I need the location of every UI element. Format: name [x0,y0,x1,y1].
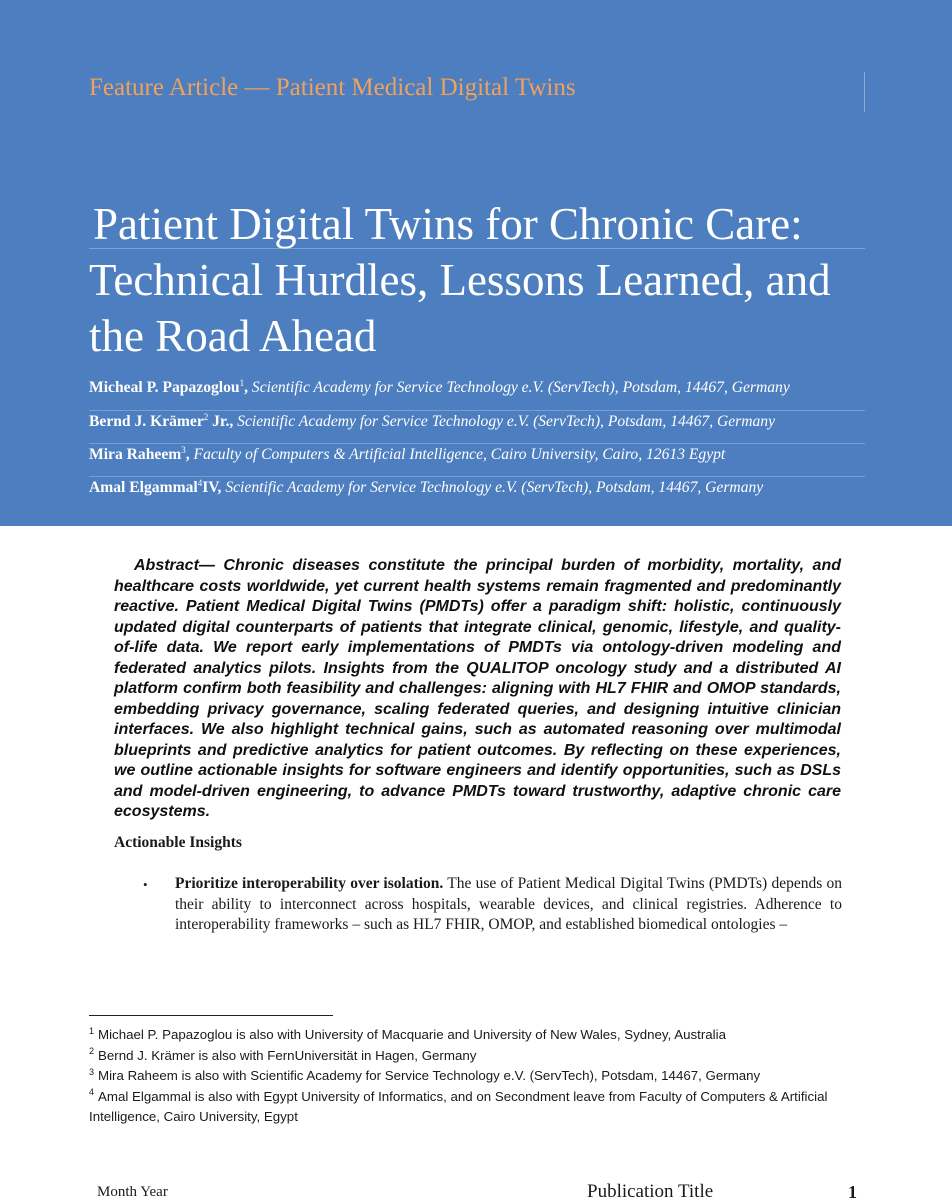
page-number: 1 [848,1182,857,1202]
feature-label: Feature Article — Patient Medical Digital Twins [89,74,576,101]
author-name: Bernd J. Krämer [89,413,204,430]
abstract [114,556,841,823]
banner-divider [864,72,865,112]
footnote-number: 2 [89,1046,95,1057]
footnote-text: Mira Raheem is also with Scientific Academy for Service Technology e.V. (ServTech), Potsdam, 14467, Germany [98,1068,761,1083]
author-suffix: IV, [202,479,222,496]
author-footnote-mark: 3 [181,444,186,455]
author-line [89,379,790,397]
footnote-number: 1 [89,1025,95,1036]
bullet-icon: • [143,877,148,892]
author-suffix: , [244,379,248,396]
footnote-text: Michael P. Papazoglou is also with University of Macquarie and University of New Wales, Sydney, Australia [98,1027,726,1042]
footnote-text: Amal Elgammal is also with Egypt University of Informatics, and on Secondment leave from Faculty of Computers & Artificial Intelligence, Cairo University, Egypt [89,1088,828,1124]
author-name: Micheal P. Papazoglou [89,379,240,396]
author-divider [89,476,865,477]
insight-item [175,874,842,936]
author-affiliation: Scientific Academy for Service Technology e.V. (ServTech), Potsdam, 14467, Germany [251,379,790,396]
author-footnote-mark: 2 [203,411,209,422]
title-line: the Road Ahead [89,311,377,361]
author-line [89,413,775,431]
author-name: Mira Raheem [89,446,182,463]
header-banner [0,0,952,526]
footnote [89,1025,849,1046]
author-footnote-mark: 1 [239,377,245,388]
author-suffix: Jr., [208,413,234,430]
footnote-text: Bernd J. Krämer is also with FernUniversität in Hagen, Germany [98,1047,477,1063]
footnote [89,1066,849,1087]
title-line: Technical Hurdles, Lessons Learned, and [89,255,831,305]
author-name: Amal Elgammal [89,479,198,496]
footnotes [89,1025,849,1128]
author-suffix: , [185,446,190,463]
author-footnote-mark: 4 [197,477,203,488]
footer-date: Month Year [97,1184,168,1200]
footnote [89,1087,849,1128]
footnote-number: 3 [89,1066,95,1077]
author-affiliation: Faculty of Computers & Artificial Intelligence, Cairo University, Cairo, 12613 Egypt [193,446,726,463]
insight-lead: Prioritize interoperability over isolation. [175,875,444,892]
footer-publication-title: Publication Title [587,1181,714,1202]
insight-body: The use of Patient Medical Digital Twins (PMDTs) depends on their ability to interconnect across hospitals, wearable devices, and clinical registries. Adherence to interoperability frameworks – such as HL7 FHIR, OMOP, and established biomedical ontologies – [175,875,842,933]
section-heading: Actionable Insights [114,834,242,851]
author-line [89,479,763,497]
author-affiliation: Scientific Academy for Service Technology e.V. (ServTech), Potsdam, 14467, Germany [225,479,764,496]
author-affiliation: Scientific Academy for Service Technology e.V. (ServTech), Potsdam, 14467, Germany [237,413,776,430]
footnote-divider [89,1015,333,1016]
article-title [89,196,879,364]
author-line [89,446,725,464]
footnote [89,1046,849,1067]
abstract-text: Abstract— Chronic diseases constitute the principal burden of morbidity, mortality, and healthcare costs worldwide, yet current health systems remain fragmented and predominantly reactive. Patient Medical Digital Twins (PMDTs) offer a paradigm shift: holistic, continuously updated digital counterparts of patients that integrate clinical, genomic, lifestyle, and quality-of-life data. We report early implementations of PMDTs via ontology-driven modeling and federated analytics pilots. Insights from the QUALITOP oncology study and a distributed AI platform confirm both feasibility and challenges: aligning with HL7 FHIR and OMOP standards, embedding privacy governance, scaling federated queries, and designing intuitive clinician interfaces. We also highlight technical gains, such as automated reasoning over multimodal blueprints and predictive analytics for patient outcomes. By reflecting on these experiences, we outline actionable insights for software engineers and identify opportunities, such as DSLs and model-driven engineering, to advance PMDTs toward trustworthy, adaptive chronic care ecosystems. [114,557,841,820]
footnote-number: 4 [89,1087,95,1098]
title-line: Patient Digital Twins for Chronic Care: [93,199,803,249]
author-divider [89,443,865,444]
